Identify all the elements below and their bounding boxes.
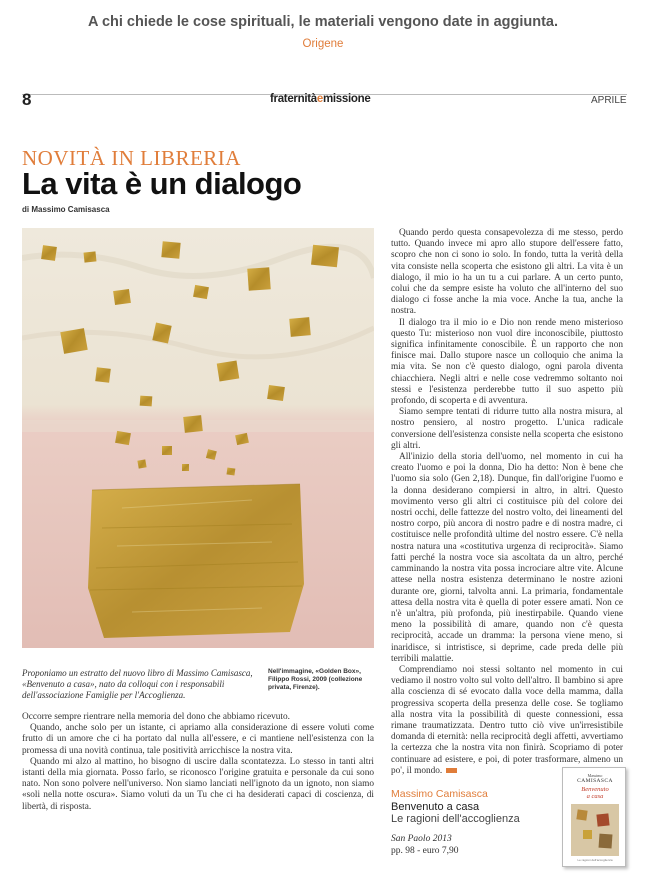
book-author: Massimo Camisasca [391,788,488,800]
book-publisher: San Paolo 2013 [391,834,452,844]
paragraph: All'inizio della storia dell'uomo, nel momento in cui ha creato l'uomo e poi la donna, Dio ha detto: Non è bene che l'uomo sia solo (Gen 2,18). Dunque, fin dall'origine l'uomo e la donna desiderano compiersi in altro, in altri. Questo movimento verso gli altri ci costituisce più del colore dei nostri occhi, delle fattezze del nostro volto, dei lineamenti del nostro corpo, più ancora di nostro padre e di nostra madre, ci costituisce nelle profondità ultime del nostro essere. C'è nella nostra natura una «costitutiva urgenza di reciprocità». Siamo fatti perché la nostra voce sia ascoltata da un altro, perché camminando la nostra vita possa incrociare altre vite. Alcune attese nella nostra esistenza determinano le nostre azioni durante ore, giorni, talvolta anni. La primaria, fondamentale attesa della nostra vita è quella di poter essere amati. Non ce n'è un'altra, più profonda, più inestirpabile. Quando viene meno la possibilità di amare, quando non c'è questa reciprocità, accade un dramma: la persona viene meno, si inaridisce, si intristisce, si deprime, cade preda delle più terribili malattie. [391,452,623,664]
cover-title-line1: Benvenuto [581,786,609,793]
article-title: La vita è un dialogo [22,166,302,201]
cover-title [563,786,627,800]
magazine-masthead [270,93,370,105]
cover-title-line2: a casa [586,793,604,800]
image-caption: Nell'immagine, «Golden Box», Filippo Rossi, 2009 (collezione privata, Firenze). [268,668,363,691]
masthead-part2: e [316,93,323,105]
book-title: Benvenuto a casa [391,801,480,813]
header-quote: A chi chiede le cose spirituali, le materiali vengono date in aggiunta. [87,14,559,30]
cover-subtitle: Le ragioni dell'accoglienza [577,858,613,862]
paragraph-text: Comprendiamo noi stessi soltanto nel momento in cui vediamo il nostro volto sul volto dell'altro. Il bambino si apre alla coscienza di sé evocato dalla voce della mamma, dalla progressiva scoperta della presenza delle cose. Se togliamo alla nostra vita la possibilità di queste connessioni, essa rimane traumatizzata. Dentro tutto ciò vive un'irresistibile domanda di eternità: nella reciprocità degli affetti, avvertiamo la certezza che la nostra vita non finirà. Scopriamo di poter continuare ad esistere, e poi, di poter trasformare, almeno un po', il mondo. [391,664,623,776]
paragraph: Quando perdo questa consapevolezza di me stesso, perdo tutto. Quando invece mi apro allo stupore dell'essere fatto, scopro che non ci sono io solo. In fondo, tutta la verità della vita consiste nella scoperta che esistono gli altri. La vita è un dialogo, il mio io ha un tu a cui parlare. A un certo punto, colui che da sempre esiste ha voluto che all'interno del suo dialogo ci fosse anche la mia voce. Anche la tua, anche la nostra. [391,228,623,317]
book-subtitle: Le ragioni dell'accoglienza [391,813,520,825]
intro-caption: Proponiamo un estratto del nuovo libro di Massimo Camisasca, «Benvenuto a casa», nato da colloqui con i responsabili dell'associazione Famiglie per l'Accoglienza. [22,668,253,700]
masthead-part3: missione [322,93,371,105]
page-number: 8 [22,90,32,109]
paragraph: Siamo sempre tentati di ridurre tutto alla nostra misura, al nostro pensiero, al nostro progetto. L'unica radicale conversione dell'esistenza consiste nella scoperta che esistono gli altri. [391,407,623,451]
paragraph: Quando, anche solo per un istante, ci apriamo alla considerazione di essere voluti come frutto di un amore che ci ha portato dal nulla all'essere, e ci mantiene nell'esistenza con la promessa di una novità continua, tale positività arricchisce la nostra vita. [22,723,374,756]
cover-artwork [571,804,619,856]
section-kicker: NOVITÀ IN LIBRERIA [22,146,241,170]
cover-author-last: CAMISASCA [577,778,613,784]
book-cover [562,767,626,867]
body-column-right [391,228,623,777]
painting-golden-box [22,228,374,648]
issue-month: APRILE [591,95,627,106]
cover-author-first: Massimo [587,773,603,778]
quote-author: Origene [302,38,344,50]
paragraph [391,665,623,777]
masthead-part1: fraternità [270,93,317,105]
end-mark [446,768,457,773]
body-column-left [22,712,374,813]
book-price: pp. 98 - euro 7,90 [391,846,459,856]
paragraph: Occorre sempre rientrare nella memoria del dono che abbiamo ricevuto. [22,712,290,722]
paragraph: Il dialogo tra il mio io e Dio non rende meno misterioso questo Tu: misterioso non vuol dire inconoscibile, piuttosto significa infinitamente conoscibile. È un rapporto che non finisce mai. Dallo stupore nasce un colloquio che anima la mia vita. Se non c'è questo dialogo, ogni parola diventa chiacchiera. Negli altri e nelle cose vedremmo soltanto noi stessi e l'esistenza perderebbe tutto il suo aspetto più profondo, di scoperta e di avventura. [391,317,623,407]
paragraph: Quando mi alzo al mattino, ho bisogno di uscire dalla scontatezza. Lo stesso in tanti altri istanti della mia giornata. Posso farlo, se riconosco l'origine gratuita e personale da cui sono nato. Non sono polvere nell'universo. Non siamo lanciati nell'ignoto da un ignoto, non siamo «soli nella notte oscura». Siamo voluti da un Tu che ci ha desiderati capaci di coscienza, di libertà, di risposta. [22,756,374,812]
article-byline: di Massimo Camisasca [22,205,110,214]
